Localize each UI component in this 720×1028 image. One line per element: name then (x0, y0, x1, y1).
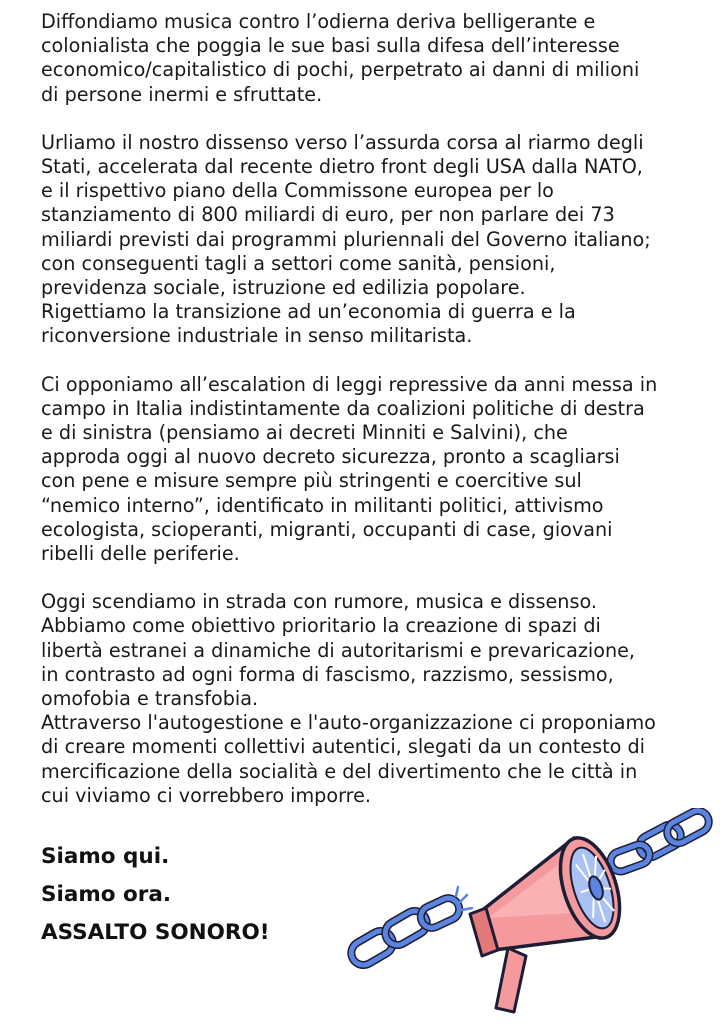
text-line: e il rispettivo piano della Commissone europea per lo (41, 179, 554, 203)
text-line: con pene e misure sempre più stringenti e coercitive sul (41, 469, 582, 493)
text-line: miliardi previsti dai programmi pluriennali del Governo italiano; (41, 227, 651, 251)
megaphone-icon (470, 831, 631, 1012)
text-line: omofobia e transfobia. (41, 687, 259, 711)
text-line: stanziamento di 800 miliardi di euro, per non parlare dei 73 (41, 203, 615, 227)
text-line: e di sinistra (pensiamo ai decreti Minniti e Salvini), che (41, 421, 568, 445)
text-line: colonialista che poggia le sue basi sulla difesa dell’interesse (41, 34, 620, 58)
text-line: economico/capitalistico di pochi, perpetrato ai danni di milioni (41, 58, 640, 82)
text-line: ribelli delle periferie. (41, 542, 240, 566)
paragraph-1 (41, 10, 713, 107)
paragraph-3 (41, 373, 713, 567)
text-line: Attraverso l'autogestione e l'auto-organizzazione ci proponiamo (41, 711, 656, 735)
text-line: di creare momenti collettivi autentici, slegati da un contesto di (41, 735, 645, 759)
text-line: Diffondiamo musica contro l’odierna deriva belligerante e (41, 10, 596, 33)
text-line: approda oggi al nuovo decreto sicurezza, pronto a scagliarsi (41, 445, 620, 469)
text-line: Ci opponiamo all’escalation di leggi repressive da anni messa in (41, 372, 658, 396)
text-line: Urliamo il nostro dissenso verso l’assurda corsa al riarmo degli (41, 130, 644, 154)
text-line: Stati, accelerata dal recente dietro front degli USA dalla NATO, (41, 155, 643, 179)
slogan-assalto-sonoro: ASSALTO SONORO! (41, 920, 270, 945)
text-line: “nemico interno”, identificato in militanti politici, attivismo (41, 493, 604, 517)
manifesto-text (41, 10, 713, 832)
text-line: cui viviamo ci vorrebbero imporre. (41, 783, 372, 807)
text-line: con conseguenti tagli a settori come sanità, pensioni, (41, 251, 556, 275)
paragraph-2 (41, 131, 713, 349)
text-line: previdenza sociale, istruzione ed edilizia popolare. (41, 276, 526, 300)
megaphone-breaking-chains-icon (338, 808, 720, 1024)
text-line: Abbiamo come obiettivo prioritario la creazione di spazi di (41, 614, 601, 638)
slogan-block (41, 838, 270, 952)
chain-left-icon (347, 887, 472, 969)
text-line: riconversione industriale in senso militarista. (41, 324, 473, 348)
text-line: campo in Italia indistintamente da coalizioni politiche di destra (41, 396, 645, 420)
text-line: ecologista, scioperanti, migranti, occupanti di case, giovani (41, 517, 613, 541)
text-line: Oggi scendiamo in strada con rumore, musica e dissenso. (41, 590, 597, 614)
paragraph-4 (41, 590, 713, 808)
slogan-siamo-ora: Siamo ora. (41, 882, 172, 907)
text-line: mercificazione della socialità e del divertimento che le città in (41, 759, 638, 783)
text-line: libertà estranei a dinamiche di autoritarismi e prevaricazione, (41, 638, 636, 662)
text-line: di persone inermi e sfruttate. (41, 82, 323, 106)
text-line: Rigettiamo la transizione ad un’economia di guerra e la (41, 300, 576, 324)
slogan-siamo-qui: Siamo qui. (41, 844, 170, 869)
text-line: in contrasto ad ogni forma di fascismo, razzismo, sessismo, (41, 662, 614, 686)
